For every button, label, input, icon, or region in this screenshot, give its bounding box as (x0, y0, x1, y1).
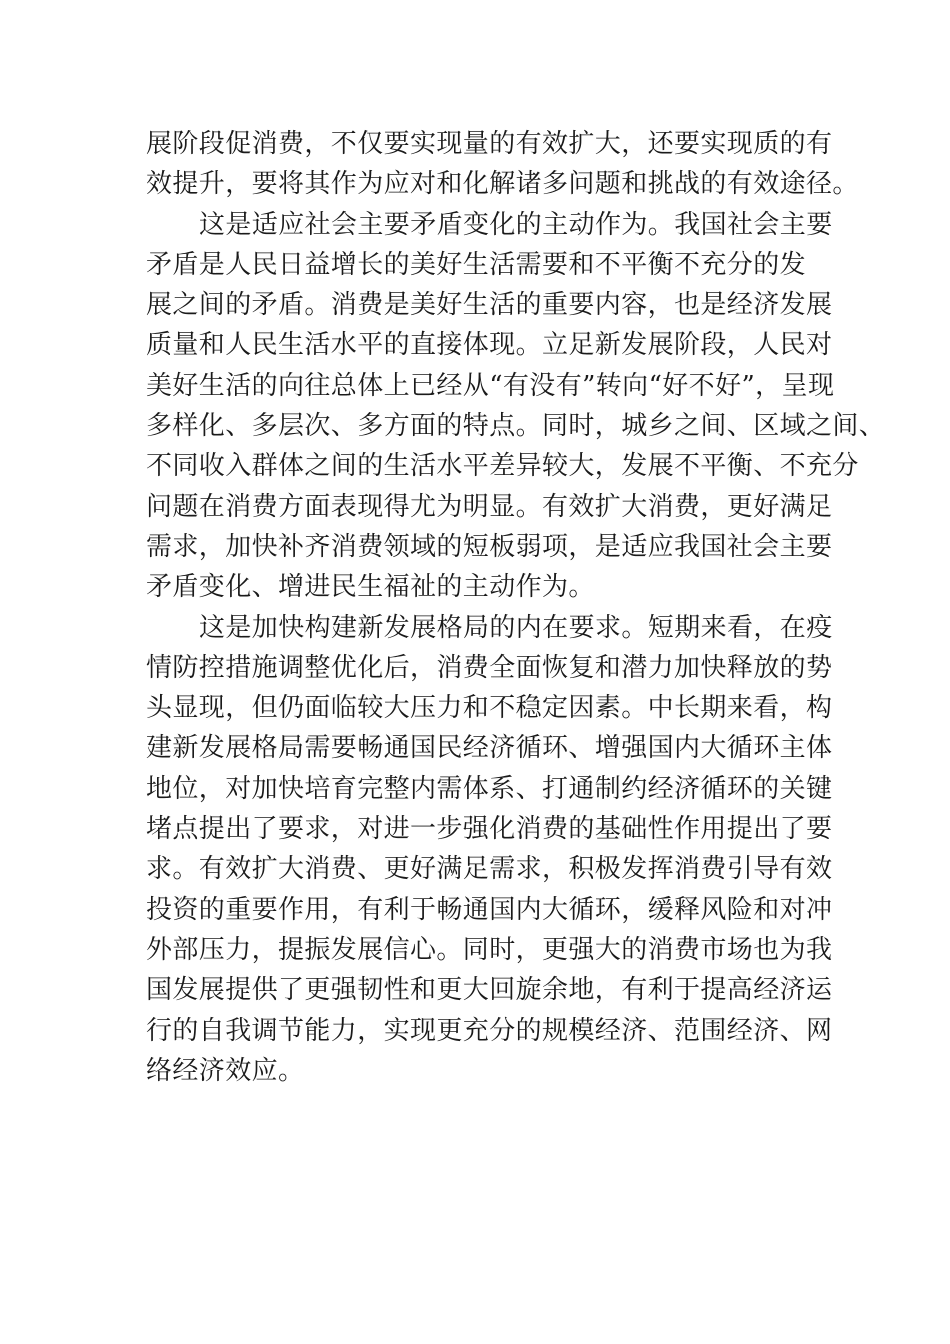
text-line: 展之间的矛盾。消费是美好生活的重要内容，也是经济发展 (146, 290, 833, 321)
text-line: 情防控措施调整优化后，消费全面恢复和潜力加快释放的势 (146, 652, 833, 683)
text-line: 外部压力，提振发展信心。同时，更强大的消费市场也为我 (146, 934, 833, 965)
text-line: 效提升，要将其作为应对和化解诸多问题和挑战的有效途径。 (146, 169, 859, 200)
text-line: 国发展提供了更强韧性和更大回旋余地，有利于提高经济运 (146, 975, 833, 1006)
document-body (146, 124, 886, 1091)
text-line: 多样化、多层次、多方面的特点。同时，城乡之间、区域之间、 (146, 411, 886, 442)
text-line: 矛盾是人民日益增长的美好生活需要和不平衡不充分的发 (146, 249, 807, 280)
text-line: 质量和人民生活水平的直接体现。立足新发展阶段，人民对 (146, 330, 833, 361)
text-line: 求。有效扩大消费、更好满足需求，积极发挥消费引导有效 (146, 854, 833, 885)
text-line: 矛盾变化、增进民生福祉的主动作为。 (146, 572, 595, 603)
text-line: 行的自我调节能力，实现更充分的规模经济、范围经济、网 (146, 1015, 833, 1046)
text-line: 问题在消费方面表现得尤为明显。有效扩大消费，更好满足 (146, 491, 833, 522)
paragraph-3 (146, 608, 866, 1092)
text-line: 堵点提出了要求，对进一步强化消费的基础性作用提出了要 (146, 814, 833, 845)
text-line: 这是适应社会主要矛盾变化的主动作为。我国社会主要 (199, 209, 833, 240)
text-line: 地位，对加快培育完整内需体系、打通制约经济循环的关键 (146, 773, 833, 804)
text-line: 需求，加快补齐消费领域的短板弱项，是适应我国社会主要 (146, 531, 833, 562)
paragraph-2 (146, 205, 886, 608)
paragraph-1 (146, 124, 866, 205)
text-line: 建新发展格局需要畅通国民经济循环、增强国内大循环主体 (146, 733, 833, 764)
text-line: 不同收入群体之间的生活水平差异较大，发展不平衡、不充分 (146, 451, 859, 482)
text-line: 美好生活的向往总体上已经从“有没有”转向“好不好”，呈现 (146, 370, 835, 401)
text-line: 这是加快构建新发展格局的内在要求。短期来看，在疫 (199, 612, 833, 643)
text-line: 展阶段促消费，不仅要实现量的有效扩大，还要实现质的有 (146, 129, 833, 159)
text-line: 络经济效应。 (146, 1055, 305, 1086)
text-line: 头显现，但仍面临较大压力和不稳定因素。中长期来看，构 (146, 693, 833, 724)
text-line: 投资的重要作用，有利于畅通国内大循环，缓释风险和对冲 (146, 894, 833, 925)
